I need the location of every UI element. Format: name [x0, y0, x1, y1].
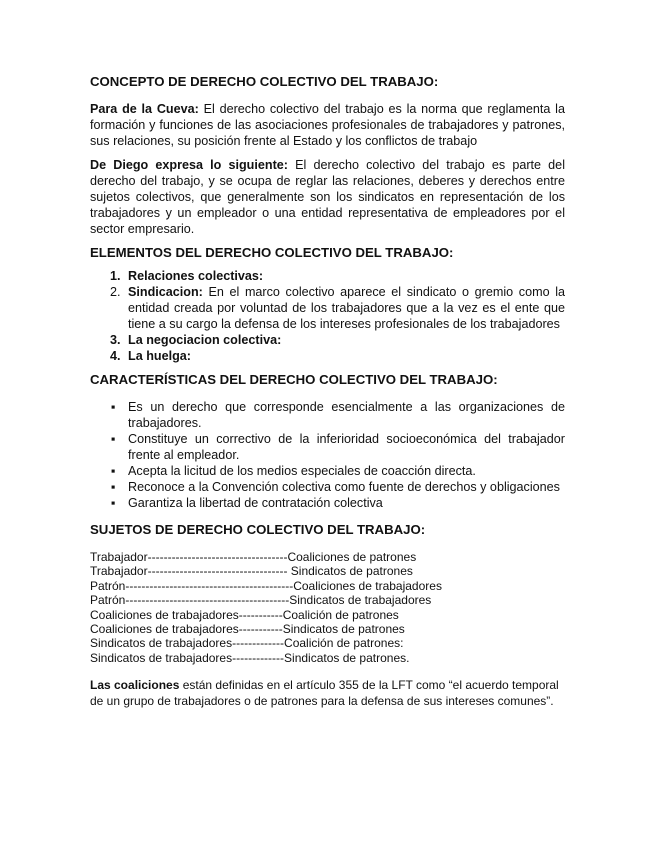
- paragraph-de-la-cueva: [90, 101, 565, 149]
- list-item: [90, 463, 565, 479]
- paragraph-text: El derecho colectivo del trabajo es la norma que reglamenta la formación y funciones de las asociaciones profesionales de trabajadores y patrones, sus relaciones, su posición frente al Estado y los conflictos de trabajo: [90, 102, 565, 148]
- item-text: Constituye un correctivo de la inferioridad socioeconómica del trabajador frente al empleador.: [128, 432, 565, 462]
- paragraph-coaliciones: [90, 677, 565, 709]
- list-item: [90, 495, 565, 511]
- heading-sujetos: SUJETOS DE DERECHO COLECTIVO DEL TRABAJO:: [90, 522, 426, 537]
- item-text: Garantiza la libertad de contratación colectiva: [128, 496, 383, 510]
- list-item: Patrón------------------------------------------Coaliciones de trabajadores: [90, 578, 442, 593]
- item-text: Reconoce a la Convención colectiva como fuente de derechos y obligaciones: [128, 480, 560, 494]
- item-number: 3.: [110, 333, 121, 347]
- heading-concepto: CONCEPTO DE DERECHO COLECTIVO DEL TRABAJO:: [90, 74, 439, 89]
- list-item: [90, 479, 565, 495]
- item-number: 2.: [110, 285, 121, 299]
- paragraph-text: están definidas en el artículo 355 de la LFT como “el acuerdo temporal de un grupo de trabajadores o de patrones para la defensa de sus intereses comunes”.: [90, 678, 559, 709]
- item-text: Acepta la licitud de los medios especiales de coacción directa.: [128, 464, 476, 478]
- item-lead: Relaciones colectivas:: [128, 269, 264, 283]
- item-number: 4.: [110, 349, 121, 363]
- list-item: Sindicatos de trabajadores-------------Sindicatos de patrones.: [90, 650, 410, 665]
- list-item: Sindicatos de trabajadores-------------Coalición de patrones:: [90, 636, 404, 651]
- paragraph-text: El derecho colectivo del trabajo es parte del derecho del trabajo, y se ocupa de reglar las relaciones, deberes y derechos entre sujetos colectivos, que generalmente son los sindicatos en representación de los trabajadores y un empleador o una entidad representativa de empleadores por el sector empresario.: [90, 158, 565, 236]
- item-number: 1.: [110, 269, 121, 283]
- list-item: [90, 431, 565, 463]
- item-lead: La huelga:: [128, 349, 191, 363]
- item-lead: Sindicacion:: [128, 285, 203, 299]
- item-lead: La negociacion colectiva:: [128, 333, 282, 347]
- list-item: [90, 348, 565, 364]
- bullet-icon: ▪: [111, 432, 116, 446]
- list-item: Coaliciones de trabajadores-----------Sindicatos de patrones: [90, 622, 405, 637]
- paragraph-lead: Las coaliciones: [90, 678, 180, 693]
- list-item: [90, 284, 565, 332]
- bullet-icon: ▪: [111, 496, 116, 510]
- bullet-icon: ▪: [111, 480, 116, 494]
- elements-list: [90, 268, 565, 364]
- list-item: Trabajador----------------------------------- Sindicatos de patrones: [90, 564, 413, 579]
- item-text: En el marco colectivo aparece el sindicato o gremio como la entidad creada por voluntad de los trabajadores que a la vez es el ente que tiene a su cargo la defensa de los intereses profesionales de los trabajadores: [128, 285, 565, 331]
- paragraph-lead: De Diego expresa lo siguiente:: [90, 158, 288, 172]
- list-item: [90, 268, 565, 284]
- paragraph-lead: Para de la Cueva:: [90, 102, 199, 116]
- list-item: [90, 332, 565, 348]
- features-list: [90, 399, 565, 511]
- list-item: [90, 399, 565, 431]
- list-item: Trabajador-----------------------------------Coaliciones de patrones: [90, 550, 417, 564]
- heading-caracteristicas: CARACTERÍSTICAS DEL DERECHO COLECTIVO DEL TRABAJO:: [90, 372, 498, 387]
- subjects-list: [90, 550, 565, 665]
- bullet-icon: ▪: [111, 464, 116, 478]
- document-page: [90, 74, 565, 709]
- heading-elementos: ELEMENTOS DEL DERECHO COLECTIVO DEL TRABAJO:: [90, 245, 454, 260]
- paragraph-de-diego: [90, 157, 565, 237]
- item-text: Es un derecho que corresponde esencialmente a las organizaciones de trabajadores.: [128, 400, 565, 430]
- list-item: Patrón-----------------------------------------Sindicatos de trabajadores: [90, 593, 432, 608]
- list-item: Coaliciones de trabajadores-----------Coalición de patrones: [90, 607, 399, 622]
- bullet-icon: ▪: [111, 400, 116, 414]
